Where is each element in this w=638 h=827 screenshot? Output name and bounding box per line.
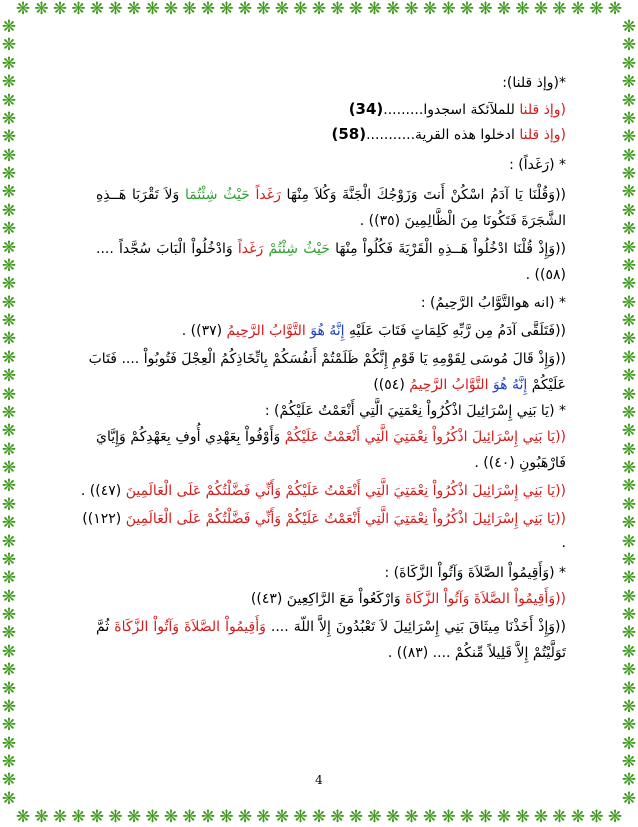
border-ornament-icon: ❋ (589, 0, 604, 19)
border-ornament-icon: ❋ (496, 0, 512, 19)
text-line (96, 125, 566, 144)
border-ornament-icon: ❋ (621, 494, 637, 515)
border-ornament-icon: ❋ (1, 347, 17, 368)
border-ornament-icon: ❋ (607, 0, 623, 19)
border-ornament-icon: ❋ (71, 0, 86, 19)
border-ornament-icon: ❋ (621, 35, 637, 56)
text-line (96, 590, 566, 608)
border-ornament-icon: ❋ (34, 807, 49, 827)
verse-number: (34) (348, 100, 384, 118)
border-ornament-icon: ❋ (385, 0, 401, 19)
border-ornament-icon: ❋ (145, 0, 160, 19)
border-ornament-icon: ❋ (330, 807, 345, 827)
border-ornament-icon: ❋ (1, 770, 17, 791)
border-top (14, 0, 624, 18)
text-span: ((وَإِذْ قُلْنَا ادْخُلُواْ هَــذِهِ الْقَرْيَةَ فَكُلُواْ مِنْهَا (329, 241, 567, 257)
border-ornament-icon: ❋ (1, 678, 17, 699)
text-line (96, 186, 566, 204)
highlight-red: رَغَداً (237, 241, 269, 257)
border-ornament-icon: ❋ (621, 439, 637, 460)
border-ornament-icon: ❋ (621, 402, 637, 423)
text-span: وَارْكَعُواْ مَعَ الرَّاكِعِينَ (٤٣)) (250, 591, 406, 607)
text-line (96, 322, 566, 340)
border-ornament-icon: ❋ (621, 733, 637, 754)
border-ornament-icon: ❋ (348, 0, 364, 19)
border-ornament-icon: ❋ (293, 0, 308, 19)
text-line: (٥٨)) . (525, 267, 566, 283)
border-ornament-icon: ❋ (621, 384, 637, 405)
text-line (96, 376, 566, 394)
border-ornament-icon: ❋ (621, 17, 637, 37)
border-ornament-icon: ❋ (1, 366, 17, 387)
border-ornament-icon: ❋ (570, 0, 586, 19)
border-ornament-icon: ❋ (15, 807, 31, 827)
highlight-red: (وإذ قلنا (519, 127, 566, 143)
text-span: (١٢٢)) (82, 511, 126, 527)
border-ornament-icon: ❋ (1, 72, 17, 93)
border-ornament-icon: ❋ (1, 237, 17, 258)
highlight-red: ((يَا بَنِي إِسْرَائِيلَ اذْكُرُواْ نِعْمَتِيَ الَّتِي أَنْعَمْتُ عَلَيْكُمْ وَأَنِّي فَضَّلْتُكُمْ عَلَى الْعَالَمِينَ (125, 483, 566, 499)
border-ornament-icon: ❋ (621, 366, 637, 387)
text-span: ادخلوا هذه القرية........... (366, 127, 520, 143)
text-line (96, 240, 566, 258)
border-ornament-icon: ❋ (274, 0, 290, 19)
border-ornament-icon: ❋ (1, 108, 17, 129)
border-ornament-icon: ❋ (621, 586, 637, 607)
border-ornament-icon: ❋ (1, 476, 17, 497)
border-ornament-icon: ❋ (182, 807, 197, 827)
border-ornament-icon: ❋ (459, 0, 475, 19)
border-ornament-icon: ❋ (1, 255, 17, 276)
border-ornament-icon: ❋ (607, 807, 623, 827)
highlight-red: التَّوَّابُ الرَّحِيمُ (226, 323, 311, 339)
border-ornament-icon: ❋ (52, 0, 68, 19)
text-line: . (561, 535, 566, 551)
border-ornament-icon: ❋ (256, 807, 271, 827)
border-ornament-icon: ❋ (1, 623, 17, 644)
border-ornament-icon: ❋ (1, 513, 17, 534)
border-ornament-icon: ❋ (422, 0, 438, 19)
border-ornament-icon: ❋ (1, 182, 17, 203)
border-ornament-icon: ❋ (621, 605, 637, 625)
border-ornament-icon: ❋ (570, 807, 586, 827)
border-ornament-icon: ❋ (621, 696, 637, 717)
border-ornament-icon: ❋ (311, 0, 327, 19)
border-ornament-icon: ❋ (621, 788, 637, 809)
border-ornament-icon: ❋ (126, 807, 142, 827)
border-ornament-icon: ❋ (1, 384, 17, 405)
border-ornament-icon: ❋ (1, 35, 17, 56)
text-line (96, 428, 566, 446)
border-ornament-icon: ❋ (385, 807, 401, 827)
border-ornament-icon: ❋ (1, 329, 17, 350)
border-right (620, 18, 638, 808)
border-ornament-icon: ❋ (1, 219, 17, 240)
border-ornament-icon: ❋ (1, 53, 17, 74)
border-ornament-icon: ❋ (1, 586, 17, 607)
text-span: للملآئكة اسجدوا......... (383, 102, 520, 118)
border-ornament-icon: ❋ (621, 347, 637, 368)
text-line: الشَّجَرَةَ فَتَكُونَا مِنَ الْظَّالِمِينَ (٣٥)) . (359, 213, 566, 229)
border-ornament-icon: ❋ (515, 807, 530, 827)
border-ornament-icon: ❋ (1, 421, 17, 442)
section-heading-bani-israil: * (يَا بَنِي إِسْرَائِيلَ اذْكُرُواْ نِعْمَتِيَ الَّتِي أَنْعَمْتُ عَلَيْكُمْ) : (264, 403, 566, 419)
border-ornament-icon: ❋ (422, 807, 438, 827)
border-ornament-icon: ❋ (1, 549, 17, 570)
border-ornament-icon: ❋ (1, 145, 17, 166)
border-ornament-icon: ❋ (621, 182, 637, 203)
border-ornament-icon: ❋ (311, 807, 327, 827)
border-ornament-icon: ❋ (621, 127, 637, 148)
border-ornament-icon: ❋ (1, 90, 17, 111)
page-number: 4 (315, 773, 323, 787)
border-ornament-icon: ❋ (621, 311, 637, 331)
text-span: وَأَوْفُواْ بِعَهْدِي أُوفِ بِعَهْدِكُمْ وَإِيَّايَ (96, 429, 285, 445)
section-heading-raghadan: * (رَغَداً) : (509, 157, 566, 173)
border-ornament-icon: ❋ (621, 752, 637, 772)
border-ornament-icon: ❋ (1, 200, 17, 221)
text-line (96, 100, 566, 119)
border-ornament-icon: ❋ (621, 237, 637, 258)
border-left (0, 18, 18, 808)
border-ornament-icon: ❋ (533, 0, 549, 19)
text-line (80, 482, 566, 500)
border-ornament-icon: ❋ (1, 531, 17, 552)
highlight-red: ((يَا بَنِي إِسْرَائِيلَ اذْكُرُواْ نِعْمَتِيَ الَّتِي أَنْعَمْتُ عَلَيْكُمْ (284, 429, 566, 445)
border-ornament-icon: ❋ (200, 0, 216, 19)
border-ornament-icon: ❋ (1, 458, 17, 478)
text-span: ((فَتَلَقَّى آدَمُ مِن رَّبِّهِ كَلِمَاتٍ فَتَابَ عَلَيْهِ (344, 323, 566, 339)
border-ornament-icon: ❋ (1, 311, 17, 331)
border-ornament-icon: ❋ (15, 0, 31, 19)
border-ornament-icon: ❋ (404, 807, 419, 827)
text-span: ثُمَّ (96, 619, 115, 635)
border-bottom (14, 808, 624, 826)
border-ornament-icon: ❋ (621, 200, 637, 221)
highlight-blue: إِنَّهُ هُوَ (310, 323, 345, 339)
section-heading-tawwab: * (انه هوالتَّوَّابُ الرَّحِيمُ) : (420, 295, 566, 311)
border-ornament-icon: ❋ (515, 0, 530, 19)
border-ornament-icon: ❋ (89, 807, 105, 827)
border-ornament-icon: ❋ (621, 145, 637, 166)
border-ornament-icon: ❋ (163, 807, 179, 827)
border-ornament-icon: ❋ (1, 715, 17, 736)
border-ornament-icon: ❋ (621, 549, 637, 570)
highlight-red: رَغَداً (255, 187, 281, 203)
highlight-red: التَّوَّابُ الرَّحِيمُ (409, 377, 493, 393)
border-ornament-icon: ❋ (367, 0, 382, 19)
border-ornament-icon: ❋ (621, 329, 637, 350)
border-ornament-icon: ❋ (621, 53, 637, 74)
border-ornament-icon: ❋ (1, 733, 17, 754)
border-ornament-icon: ❋ (621, 513, 637, 534)
verse-number: (58) (331, 125, 367, 143)
text-line: ((وَإِذْ قَالَ مُوسَى لِقَوْمِهِ يَا قَوْمِ إِنَّكُمْ ظَلَمْتُمْ أَنفُسَكُمْ بِاتِّخَاذِكُمُ الْعِجْلَ فَتُوبُواْ .... فَتَابَ (88, 351, 566, 367)
page-content (80, 74, 567, 662)
border-ornament-icon: ❋ (182, 0, 197, 19)
border-ornament-icon: ❋ (52, 807, 68, 827)
text-line (96, 618, 566, 636)
border-ornament-icon: ❋ (589, 807, 604, 827)
border-ornament-icon: ❋ (219, 0, 234, 19)
border-ornament-icon: ❋ (200, 807, 216, 827)
highlight-blue: إِنَّهُ هُوَ (492, 377, 528, 393)
border-ornament-icon: ❋ (293, 807, 308, 827)
border-ornament-icon: ❋ (621, 164, 637, 184)
border-ornament-icon: ❋ (1, 696, 17, 717)
border-ornament-icon: ❋ (237, 0, 253, 19)
border-ornament-icon: ❋ (621, 568, 637, 589)
highlight-red: ((يَا بَنِي إِسْرَائِيلَ اذْكُرُواْ نِعْمَتِيَ الَّتِي أَنْعَمْتُ عَلَيْكُمْ وَأَنِّي فَضَّلْتُكُمْ عَلَى الْعَالَمِينَ (125, 511, 566, 527)
highlight-red: (وإذ قلنا (519, 102, 566, 118)
border-ornament-icon: ❋ (621, 292, 637, 313)
border-ornament-icon: ❋ (441, 807, 456, 827)
border-ornament-icon: ❋ (237, 807, 253, 827)
border-ornament-icon: ❋ (348, 807, 364, 827)
border-ornament-icon: ❋ (621, 458, 637, 478)
border-ornament-icon: ❋ (330, 0, 345, 19)
border-ornament-icon: ❋ (621, 90, 637, 111)
border-ornament-icon: ❋ (126, 0, 142, 19)
border-ornament-icon: ❋ (1, 660, 17, 681)
border-ornament-icon: ❋ (552, 807, 567, 827)
text-line: فَارْهَبُونِ (٤٠)) . (474, 455, 566, 471)
border-ornament-icon: ❋ (621, 531, 637, 552)
text-span: (٣٧)) . (181, 323, 227, 339)
border-ornament-icon: ❋ (441, 0, 456, 19)
border-ornament-icon: ❋ (145, 807, 160, 827)
text-span: (٤٧)) . (80, 483, 126, 499)
text-span: (٥٤)) (373, 377, 410, 393)
highlight-green: حَيْثُ شِئْتُمَا (184, 187, 256, 203)
border-ornament-icon: ❋ (1, 605, 17, 625)
border-ornament-icon: ❋ (256, 0, 271, 19)
border-ornament-icon: ❋ (89, 0, 105, 19)
border-ornament-icon: ❋ (621, 770, 637, 791)
text-span: ((وَقُلْنَا يَا آدَمُ اسْكُنْ أَنتَ وَزَوْجُكَ الْجَنَّةَ وَكُلاَ مِنْهَا (280, 187, 566, 203)
border-ornament-icon: ❋ (621, 274, 637, 295)
border-ornament-icon: ❋ (71, 807, 86, 827)
border-ornament-icon: ❋ (219, 807, 234, 827)
border-ornament-icon: ❋ (621, 623, 637, 644)
border-ornament-icon: ❋ (1, 17, 17, 37)
border-ornament-icon: ❋ (478, 807, 493, 827)
text-span: وَادْخُلُواْ الْبَابَ سُجَّداً .... (96, 241, 238, 257)
border-ornament-icon: ❋ (34, 0, 49, 19)
border-ornament-icon: ❋ (621, 219, 637, 240)
border-ornament-icon: ❋ (1, 494, 17, 515)
border-ornament-icon: ❋ (1, 274, 17, 295)
border-ornament-icon: ❋ (108, 807, 123, 827)
highlight-red: وَأَقِيمُواْ الصَّلاَةَ وَآتُواْ الزَّكَاةَ (114, 619, 266, 635)
border-ornament-icon: ❋ (1, 127, 17, 148)
border-ornament-icon: ❋ (163, 0, 179, 19)
border-ornament-icon: ❋ (274, 807, 290, 827)
border-ornament-icon: ❋ (621, 72, 637, 93)
border-ornament-icon: ❋ (533, 807, 549, 827)
border-ornament-icon: ❋ (621, 108, 637, 129)
border-ornament-icon: ❋ (621, 255, 637, 276)
text-line: تَوَلَّيْتُمْ إِلاَّ قَلِيلاً مِّنكُمْ .... (٨٣)) . (387, 645, 566, 661)
border-ornament-icon: ❋ (1, 752, 17, 772)
border-ornament-icon: ❋ (459, 807, 475, 827)
border-ornament-icon: ❋ (621, 476, 637, 497)
highlight-red: ((وَأَقِيمُواْ الصَّلاَةَ وَآتُواْ الزَّكَاةَ (405, 591, 566, 607)
border-ornament-icon: ❋ (621, 715, 637, 736)
border-ornament-icon: ❋ (1, 164, 17, 184)
border-ornament-icon: ❋ (1, 788, 17, 809)
text-span: ((وَإِذْ أَخَذْنَا مِيثَاقَ بَنِي إِسْرَائِيلَ لاَ تَعْبُدُونَ إِلاَّ اللّهَ .... (265, 619, 566, 635)
border-ornament-icon: ❋ (621, 678, 637, 699)
border-ornament-icon: ❋ (1, 402, 17, 423)
text-span: وَلاَ تَقْرَبَا هَــذِهِ (96, 187, 185, 203)
border-ornament-icon: ❋ (1, 292, 17, 313)
border-ornament-icon: ❋ (1, 568, 17, 589)
section-heading-wa-idh-qulna: *(وإذ قلنا): (502, 75, 566, 91)
text-span: عَلَيْكُمْ (527, 377, 566, 393)
border-ornament-icon: ❋ (552, 0, 567, 19)
border-ornament-icon: ❋ (108, 0, 123, 19)
section-heading-salah-zakah: * (وَأَقِيمُواْ الصَّلاَةَ وَآتُواْ الزَّكَاةَ) : (384, 565, 566, 581)
border-ornament-icon: ❋ (496, 807, 512, 827)
border-ornament-icon: ❋ (621, 660, 637, 681)
border-ornament-icon: ❋ (621, 641, 637, 662)
highlight-green: حَيْثُ شِئْتُمْ (268, 241, 330, 257)
border-ornament-icon: ❋ (621, 421, 637, 442)
border-ornament-icon: ❋ (404, 0, 419, 19)
border-ornament-icon: ❋ (478, 0, 493, 19)
border-ornament-icon: ❋ (1, 439, 17, 460)
border-ornament-icon: ❋ (367, 807, 382, 827)
text-line (82, 510, 566, 528)
border-ornament-icon: ❋ (1, 641, 17, 662)
